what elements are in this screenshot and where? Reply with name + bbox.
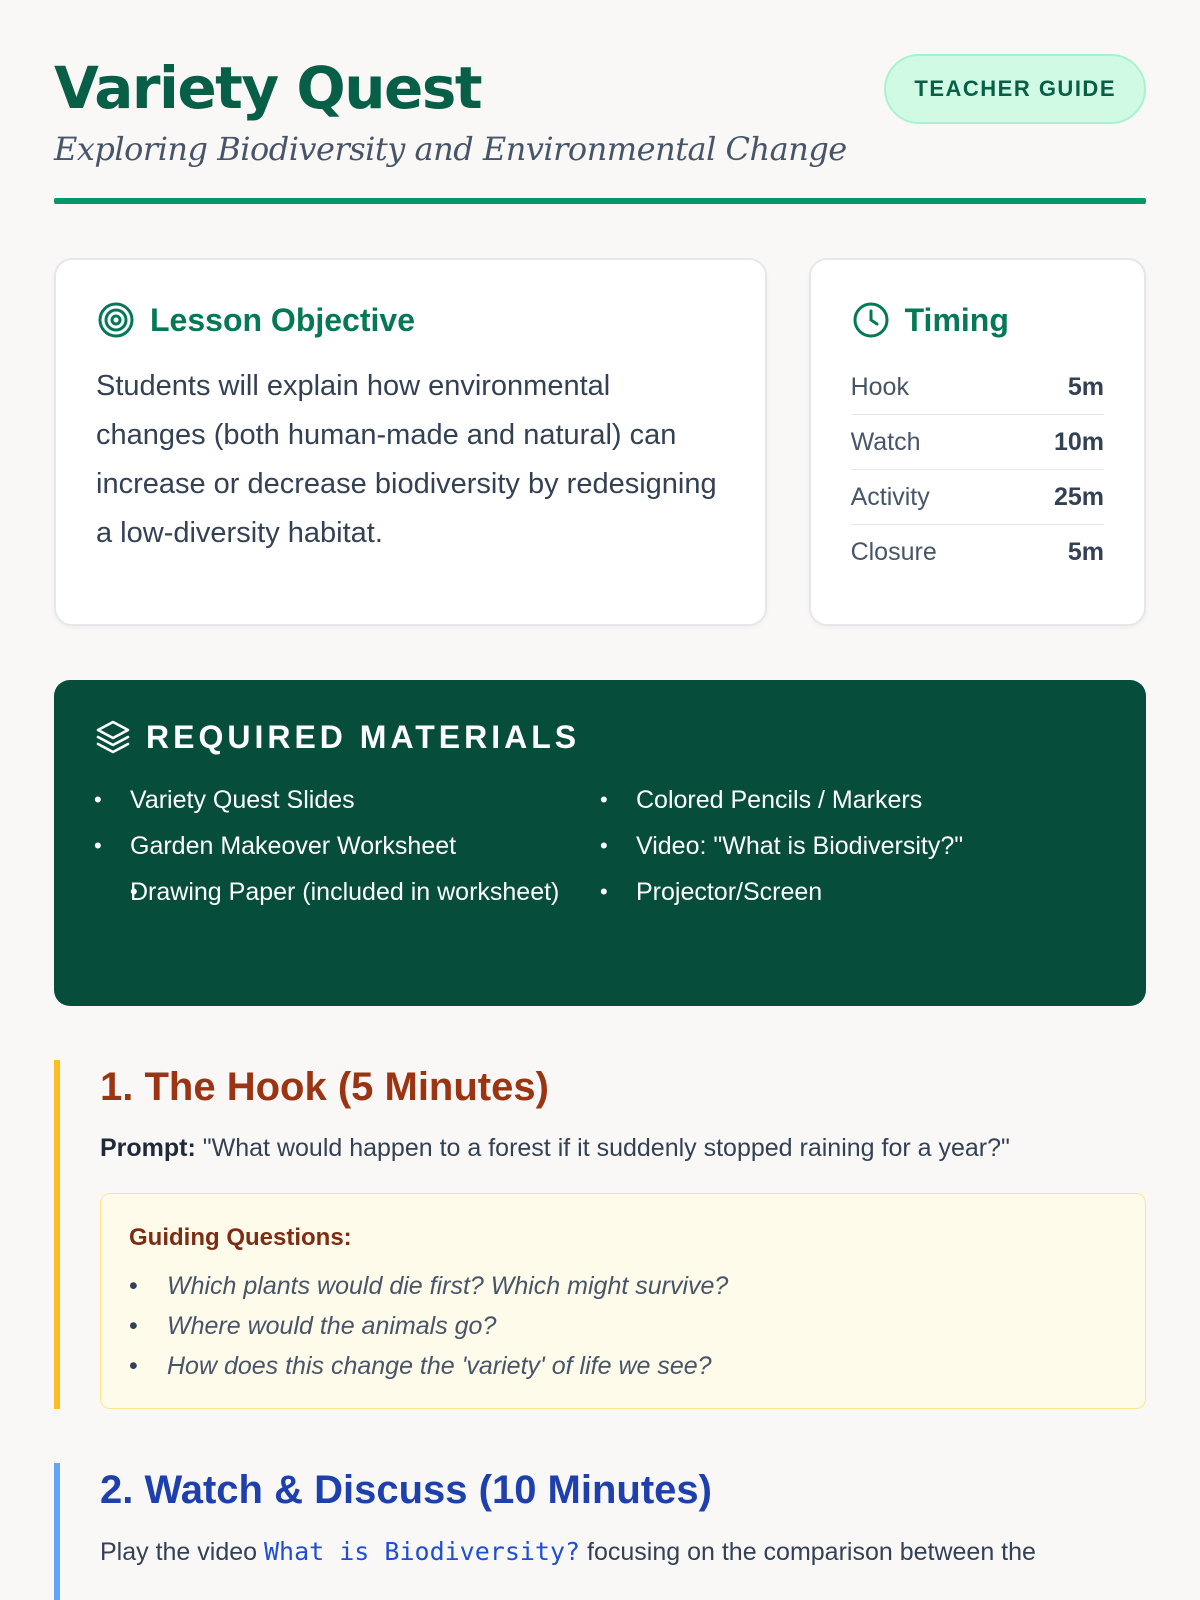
guiding-questions-title: Guiding Questions: xyxy=(129,1224,352,1251)
prompt-text: "What would happen to a forest if it suddenly stopped raining for a year?" xyxy=(202,1134,1010,1162)
page-title: Variety Quest xyxy=(54,54,482,122)
clock-icon xyxy=(851,300,891,340)
objective-card xyxy=(54,258,767,626)
timing-label: Hook xyxy=(850,372,909,401)
timing-row-watch xyxy=(851,415,1104,470)
hook-title: 1. The Hook (5 Minutes) xyxy=(100,1065,549,1109)
overview-row xyxy=(54,258,1146,626)
material-item: • Projector/Screen xyxy=(600,872,1106,912)
timing-header xyxy=(851,300,1104,340)
timing-card xyxy=(809,258,1146,626)
layers-icon xyxy=(94,718,132,756)
material-item: • Garden Makeover Worksheet xyxy=(94,826,600,866)
page-header xyxy=(54,0,1146,204)
timing-list xyxy=(851,360,1104,580)
timing-value: 25m xyxy=(1053,482,1104,511)
materials-panel xyxy=(54,680,1146,1006)
timing-row-closure xyxy=(851,525,1104,580)
timing-label: Watch xyxy=(850,427,921,456)
page-subtitle: Exploring Biodiversity and Environmental Change xyxy=(54,130,847,168)
objective-text: Students will explain how environmental changes (both human-made and natural) can increase or decrease biodiversity by redesigning a low-diversity habitat. xyxy=(96,370,717,549)
materials-header xyxy=(94,718,1106,756)
material-item: • Video: "What is Biodiversity?" xyxy=(600,826,1106,866)
watch-text-after: focusing on the comparison between the xyxy=(587,1538,1036,1566)
timing-row-activity xyxy=(851,470,1104,525)
hook-section xyxy=(54,1060,1146,1409)
guiding-questions-list xyxy=(129,1266,1117,1386)
materials-columns xyxy=(94,780,1106,918)
guiding-question: • How does this change the 'variety' of life we see? xyxy=(129,1346,1117,1386)
timing-row-hook xyxy=(851,360,1104,415)
timing-label: Activity xyxy=(850,482,930,511)
guiding-questions-box xyxy=(100,1193,1146,1409)
timing-title: Timing xyxy=(904,301,1009,338)
prompt-label: Prompt: xyxy=(100,1134,196,1162)
header-divider xyxy=(54,198,1146,204)
material-item: • Drawing Paper (included in worksheet) xyxy=(94,872,600,912)
material-item: • Colored Pencils / Markers xyxy=(600,780,1106,820)
watch-title: 2. Watch & Discuss (10 Minutes) xyxy=(100,1468,712,1512)
target-icon xyxy=(96,300,136,340)
timing-value: 5m xyxy=(1067,372,1104,401)
guiding-question: • Where would the animals go? xyxy=(129,1306,1117,1346)
materials-title: REQUIRED MATERIALS xyxy=(146,718,581,755)
objective-title: Lesson Objective xyxy=(150,301,415,338)
teacher-guide-badge: TEACHER GUIDE xyxy=(884,54,1146,124)
timing-label: Closure xyxy=(850,538,937,566)
watch-section xyxy=(54,1463,1146,1567)
timing-value: 5m xyxy=(1067,538,1104,566)
objective-header xyxy=(96,300,725,340)
watch-text-before: Play the video xyxy=(100,1538,258,1566)
material-item: • Variety Quest Slides xyxy=(94,780,600,820)
guiding-question: • Which plants would die first? Which might survive? xyxy=(129,1266,1117,1306)
materials-list-right xyxy=(600,780,1106,918)
timing-value: 10m xyxy=(1053,427,1104,456)
video-link[interactable]: What is Biodiversity? xyxy=(264,1537,581,1566)
watch-text xyxy=(100,1537,1146,1567)
materials-list-left xyxy=(94,780,600,918)
hook-prompt xyxy=(100,1134,1146,1163)
